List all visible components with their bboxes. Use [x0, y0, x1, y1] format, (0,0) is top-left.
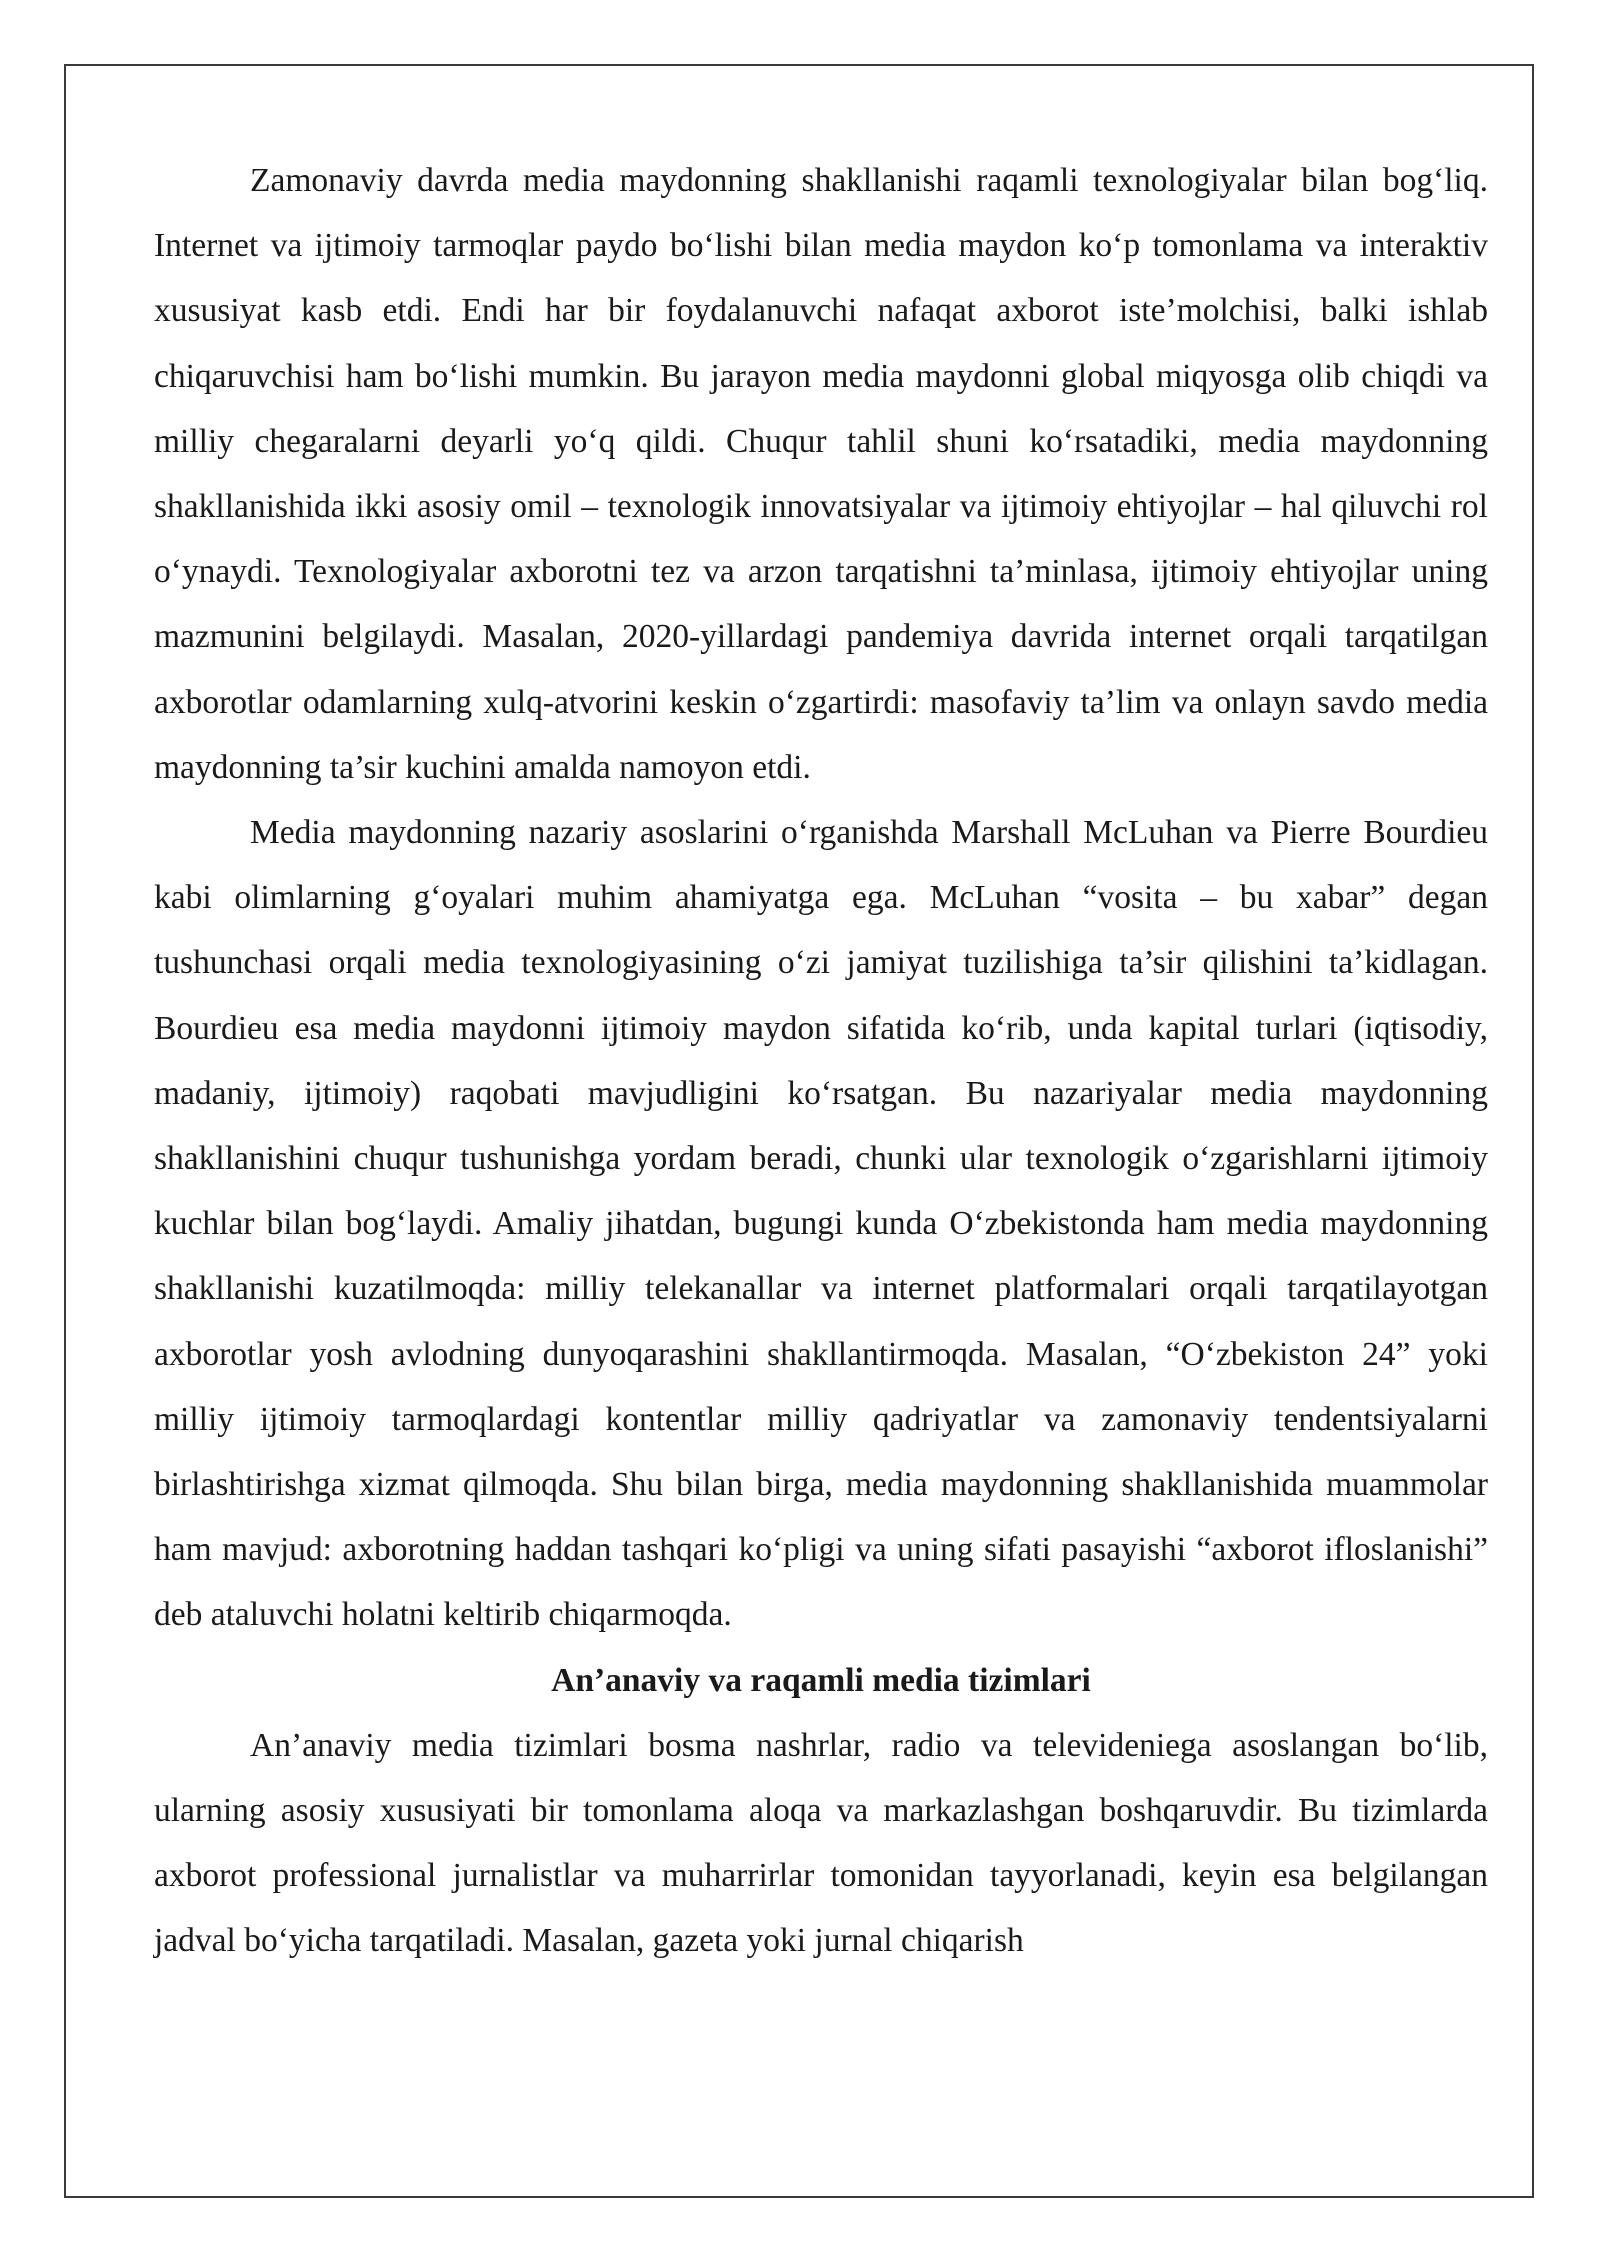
paragraph: An’anaviy media tizimlari bosma nashrlar, radio va televideniega asoslangan bo‘lib, ularning asosiy xususiyati bir tomonlama aloqa va markazlashgan boshqaruvdir. Bu tizimlarda axborot professional jurnalistlar va muharrirlar tomonidan tayyorlanadi, keyin esa belgilangan jadval bo‘yicha tarqatiladi. Masalan, gazeta yoki jurnal chiqarish [154, 1726, 1488, 1960]
paragraph: Media maydonning nazariy asoslarini o‘rganishda Marshall McLuhan va Pierre Bourdieu kabi olimlarning g‘oyalari muhim ahamiyatga ega. McLuhan “vosita – bu xabar” degan tushunchasi orqali media texnologiyasining o‘zi jamiyat tuzilishiga ta’sir qilishini ta’kidlagan. Bourdieu esa media maydonni ijtimoiy maydon sifatida ko‘rib, unda kapital turlari (iqtisodiy, madaniy, ijtimoiy) raqobati mavjudligini ko‘rsatgan. Bu nazariyalar media maydonning shakllanishini chuqur tushunishga yordam beradi, chunki ular texnologik o‘zgarishlarni ijtimoiy kuchlar bilan bog‘laydi. Amaliy jihatdan, bugungi kunda O‘zbekistonda ham media maydonning shakllanishi kuzatilmoqda: milliy telekanallar va internet platformalari orqali tarqatilayotgan axborotlar yosh avlodning dunyoqarashini shakllantirmoqda. Masalan, “O‘zbekiston 24” yoki milliy ijtimoiy tarmoqlardagi kontentlar milliy qadriyatlar va zamonaviy tendentsiyalarni birlashtirishga xizmat qilmoqda. Shu bilan birga, media maydonning shakllanishida muammolar ham mavjud: axborotning haddan tashqari ko‘pligi va uning sifati pasayishi “axborot ifloslanishi” deb ataluvchi holatni keltirib chiqarmoqda. [154, 814, 1488, 1634]
paragraph: Zamonaviy davrda media maydonning shakllanishi raqamli texnologiyalar bilan bog‘liq. Internet va ijtimoiy tarmoqlar paydo bo‘lishi bilan media maydon ko‘p tomonlama va interaktiv xususiyat kasb etdi. Endi har bir foydalanuvchi nafaqat axborot iste’molchisi, balki ishlab chiqaruvchisi ham bo‘lishi mumkin. Bu jarayon media maydonni global miqyosga olib chiqdi va milliy chegaralarni deyarli yo‘q qildi. Chuqur tahlil shuni ko‘rsatadiki, media maydonning shakllanishida ikki asosiy omil – texnologik innovatsiyalar va ijtimoiy ehtiyojlar – hal qiluvchi rol o‘ynaydi. Texnologiyalar axborotni tez va arzon tarqatishni ta’minlasa, ijtimoiy ehtiyojlar uning mazmunini belgilaydi. Masalan, 2020-yillardagi pandemiya davrida internet orqali tarqatilgan axborotlar odamlarning xulq-atvorini keskin o‘zgartirdi: masofaviy ta’lim va onlayn savdo media maydonning ta’sir kuchini amalda namoyon etdi. [154, 162, 1488, 786]
section-heading: An’anaviy va raqamli media tizimlari [551, 1661, 1091, 1699]
document-body [154, 148, 1488, 1974]
